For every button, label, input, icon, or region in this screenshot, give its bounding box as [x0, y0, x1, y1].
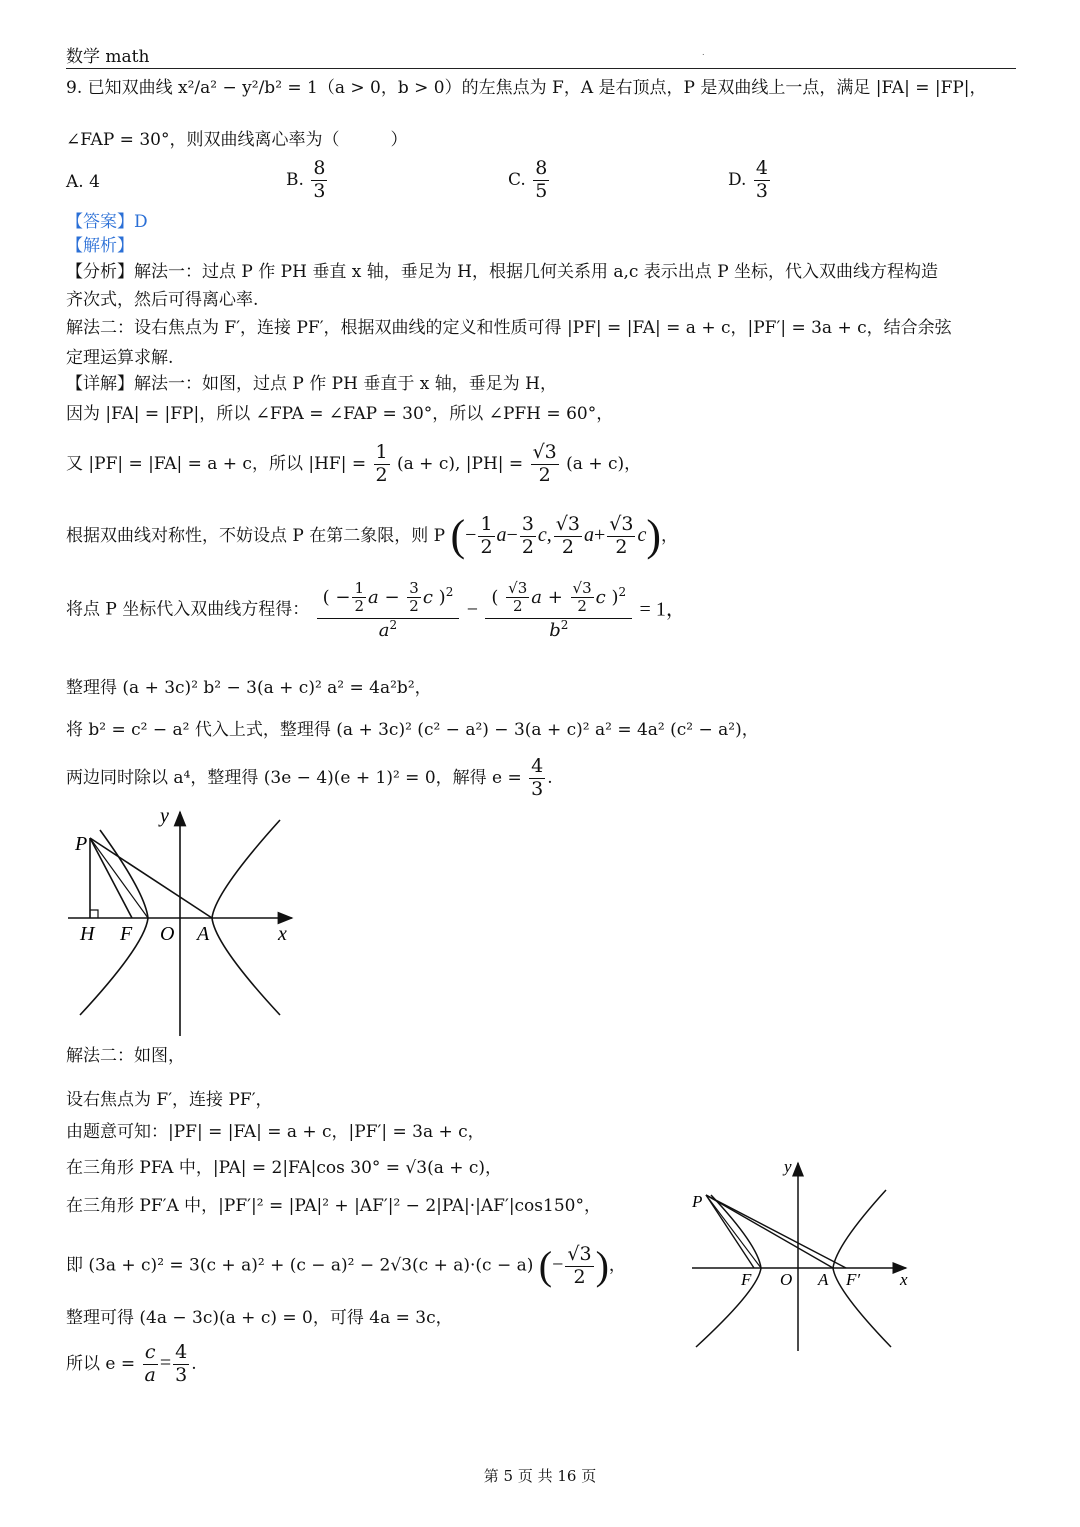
- label-x-2: x: [900, 1270, 908, 1289]
- analysis-label: 【解析】: [66, 236, 134, 256]
- label-F-2: F: [741, 1270, 752, 1289]
- segment-PA-2: [706, 1195, 833, 1268]
- label-y: y: [160, 805, 169, 827]
- method2-line-3: 在三角形 PFA 中，|PA| = 2|FA|cos 30° = √3(a + c)，: [66, 1158, 503, 1178]
- option-c-num: 8: [535, 157, 548, 179]
- m2-7-pre: 所以 e =: [66, 1353, 136, 1374]
- option-b: [286, 158, 329, 203]
- l2-pre: 又 |PF| = |FA| = a + c，所以 |HF| =: [66, 453, 367, 474]
- label-P: P: [75, 833, 88, 855]
- label-A: A: [197, 923, 210, 945]
- method2-line-1: 设右焦点为 F′，连接 PF′，: [66, 1090, 273, 1110]
- right-angle-mark: [90, 910, 98, 918]
- l4-pre: 将点 P 坐标代入双曲线方程得：: [66, 599, 310, 620]
- page-footer: 第 5 页 共 16 页: [483, 1467, 597, 1485]
- option-b-label: B.: [286, 169, 304, 190]
- l2-mid: (a + c), |PH| =: [397, 453, 524, 474]
- detail-line-4: 将点 P 坐标代入双曲线方程得： ( − $\frac{1}{2}$ a − $\frac{3}{2}$ c )$^2$ $a^2$ − ( $\frac{√3}{2}$ a + $\frac{√3}{2}$ c )$^2$ $b^2$ = 1，: [66, 579, 686, 641]
- segment-P-vertex: [90, 838, 148, 918]
- label-y-2: y: [784, 1157, 792, 1176]
- option-d-num: 4: [755, 157, 768, 179]
- figure-1-hyperbola: [60, 800, 310, 1045]
- frac-root3-den: 2: [538, 463, 551, 486]
- l3-pre: 根据双曲线对称性，不妨设点 P 在第二象限，则 P: [66, 525, 446, 546]
- option-c-label: C.: [508, 169, 526, 190]
- detail-line-5: 整理得 (a + 3c)² b² − 3(a + c)² a² = 4a²b²，: [66, 678, 432, 698]
- label-x: x: [278, 923, 287, 945]
- method2-line-6: 整理可得 (4a − 3c)(a + c) = 0，可得 4a = 3c，: [66, 1308, 453, 1328]
- question-text-2: ∠FAP = 30°，则双曲线离心率为（ ）: [66, 130, 408, 150]
- method2-line-5: 即 (3a + c)² = 3(c + a)² + (c − a)² − 2√3(c + a)·(c − a) (− $\frac{√3}{2}$ )，: [66, 1242, 626, 1288]
- l2-post: (a + c)，: [566, 453, 642, 474]
- question-text-1: 9. 已知双曲线 x²/a² − y²/b² = 1（a > 0，b > 0）的左焦点为 F，A 是右顶点，P 是双曲线上一点，满足 |FA| = |FP|，: [66, 78, 987, 98]
- segment-PA: [90, 838, 212, 918]
- detail-line-3: 根据双曲线对称性，不妨设点 P 在第二象限，则 P (− $\frac{1}{2}$ a− $\frac{3}{2}$ c, $\frac{√3}{2}$ a+ $\frac{√3}{2}$ c)，: [66, 511, 679, 560]
- label-P-2: P: [692, 1192, 703, 1211]
- label-Fprime: F′: [846, 1270, 861, 1289]
- detail-line-6: 将 b² = c² − a² 代入上式，整理得 (a + 3c)² (c² − a²) − 3(a + c)² a² = 4a² (c² − a²)，: [66, 720, 759, 740]
- method2-line-a: 解法二：设右焦点为 F′，连接 PF′，根据双曲线的定义和性质可得 |PF| = |FA| = a + c，|PF′| = 3a + c，结合余弦: [66, 318, 952, 338]
- option-b-den: 3: [313, 179, 326, 202]
- question-line-2: [66, 130, 407, 150]
- detail-line-2: [66, 442, 641, 487]
- label-O: O: [160, 923, 175, 945]
- question-line-1: [66, 78, 987, 98]
- method2-line-7: 所以 e = $\frac{c}{a}$ = $\frac{4}{3}$ .: [66, 1341, 197, 1386]
- figure-2-hyperbola: [686, 1155, 926, 1355]
- method2-line-b: 定理运算求解.: [66, 348, 174, 368]
- label-F: F: [120, 923, 133, 945]
- answer-label: 【答案】D: [66, 212, 148, 232]
- segment-PF: [90, 838, 132, 918]
- header-dot: .: [702, 48, 705, 57]
- segment-PF-2: [706, 1195, 754, 1268]
- detail-line-1: 因为 |FA| = |FP|，所以 ∠FPA = ∠FAP = 30°，所以 ∠PFH = 60°，: [66, 404, 614, 424]
- option-d: [728, 158, 772, 203]
- l7-pre: 两边同时除以 a⁴，整理得 (3e − 4)(e + 1)² = 0，解得 e =: [66, 767, 522, 788]
- method2-title: 解法二：如图，: [66, 1046, 185, 1066]
- option-b-num: 8: [313, 157, 326, 179]
- frac-root3-num: √3: [532, 441, 557, 463]
- label-H: H: [80, 923, 95, 945]
- option-d-den: 3: [755, 179, 768, 202]
- option-c-den: 5: [535, 179, 548, 202]
- fenxi-line-2: 齐次式，然后可得离心率.: [66, 290, 259, 310]
- label-A-2: A: [818, 1270, 829, 1289]
- detail-line-7: 两边同时除以 a⁴，整理得 (3e − 4)(e + 1)² = 0，解得 e = $\frac{4}{3}$ .: [66, 755, 553, 800]
- frac-half-num: 1: [375, 441, 388, 463]
- option-c: [508, 158, 551, 203]
- option-d-label: D.: [728, 169, 747, 190]
- method2-line-2: 由题意可知：|PF| = |FA| = a + c，|PF′| = 3a + c，: [66, 1122, 485, 1142]
- m2-5-pre: 即 (3a + c)² = 3(c + a)² + (c − a)² − 2√3(c + a)·(c − a): [66, 1255, 534, 1276]
- detail-line: 【详解】解法一：如图，过点 P 作 PH 垂直于 x 轴，垂足为 H，: [66, 374, 557, 394]
- header-title: 数学 math: [66, 47, 150, 67]
- label-O-2: O: [780, 1270, 793, 1289]
- method2-line-4: 在三角形 PF′A 中，|PF′|² = |PA|² + |AF′|² − 2|PA|·|AF′|cos150°，: [66, 1196, 601, 1216]
- option-a: [66, 172, 100, 192]
- frac-half-den: 2: [375, 463, 388, 486]
- page-header: [66, 42, 1016, 69]
- segment-PF-prime: [706, 1195, 846, 1268]
- segment-P-vertex-2: [706, 1195, 761, 1268]
- fenxi-line: 【分析】解法一：过点 P 作 PH 垂直 x 轴，垂足为 H，根据几何关系用 a,c 表示出点 P 坐标，代入双曲线方程构造: [66, 262, 939, 282]
- option-a-label: A. 4: [66, 172, 100, 192]
